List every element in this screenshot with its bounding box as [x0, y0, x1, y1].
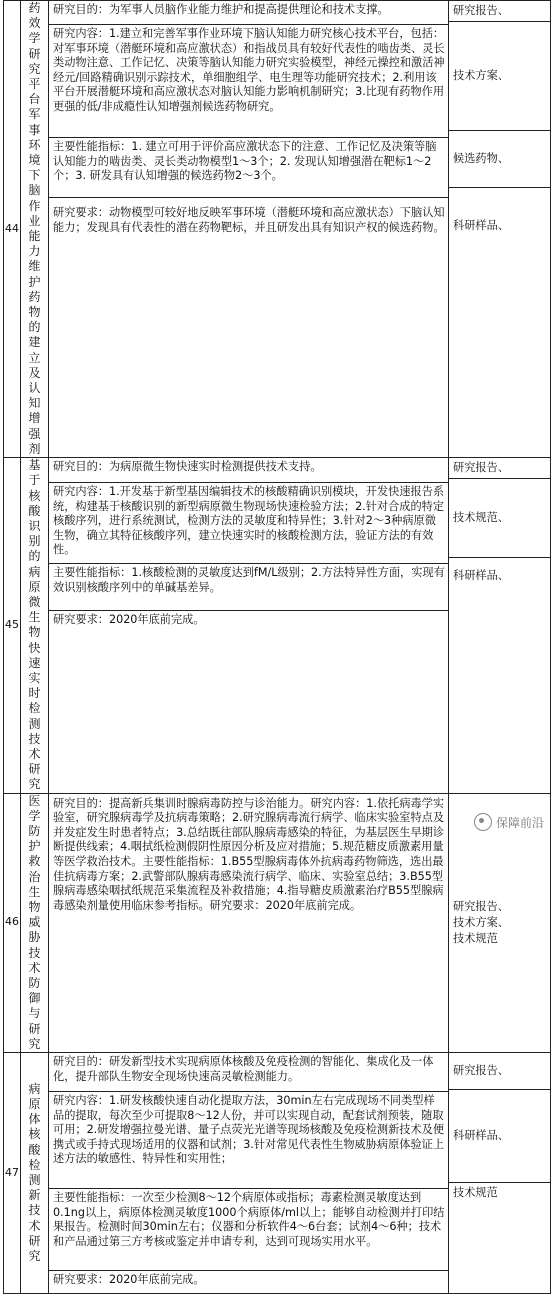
table-row [4, 458, 551, 793]
deliverables: 研究报告、 技术方案、 技术规范 [449, 793, 551, 1052]
project-title: 病原体核酸检测新技术研究 [21, 1053, 49, 1294]
row-number: 45 [4, 458, 21, 793]
table-row [4, 1, 551, 458]
content-section: 研究目的：为军事人员脑作业能力维护和提高提供理论和技术支撑。 [49, 1, 448, 25]
project-title: 基于核酸识别的病原微生物快速实时检测技术研究 [21, 458, 49, 793]
watermark-text: 保障前沿 [495, 815, 544, 830]
content-section: 主要性能指标：1.核酸检测的灵敏度达到fM/L级别；2.方法特异性方面，实现有效识别核酸序列中的单碱基差异。 [49, 564, 448, 611]
content-section: 研究要求：动物模型可较好地反映军事环境（潜艇环境和高应激状态）下脑认知能力；发现具有代表性的潜在药物靶标，并且研发出具有知识产权的候选药物。 [53, 206, 445, 234]
deliverables: 研究报告、 技术方案、 候选药物、 科研样品、 [449, 1, 551, 458]
content-section: 研究内容：1.研发核酸快速自动化提取方法，30min左右完成现场不同类型样品的提取，每次至少可提取8～12人份，并可以实现自动，配套试剂预装，随取可用；2.研发增强拉曼光谱、量子点荧光光谱等现场核酸及免疫检测新技术及便携式或手持式现场适用的仪器和试剂；3.针对常见代表性生物威胁病原体验证上述方法的敏感性、特异性和实用性； [49, 1092, 448, 1189]
deliverables: 研究报告、 技术规范、 科研样品、 [449, 458, 551, 793]
content-section: 主要性能指标：1. 建立可用于评价高应激状态下的注意、工作记忆及决策等脑认知能力的啮齿类、灵长类动物模型1～3个；2. 发现认知增强潜在靶标1～2个；3. 研发具有认知增强的候选药物2～3个。 [49, 138, 448, 198]
content-section: 研究内容：1.开发基于新型基因编辑技术的核酸精确识别模块，开发快速报告系统，构建基于核酸识别的新型病原微生物现场快速检验方法；2.针对合成的特定核酸序列，进行系统测试，检测方法的灵敏度和特异性；3.针对2～3种病原微生物，确立其特征核酸序列，建立快速实时的核酸检测方法，验证方法的有效性。 [49, 483, 448, 564]
content-section: 主要性能指标：一次至少检测8～12个病原体或指标；毒素检测灵敏度达到0.1ng以上，病原体检测灵敏度1000个病原体/ml以上；能够自动检测并打印结果报告。检测时间30min左右；仪器和分析软件4～6台套；试剂4～6种；技术和产品通过第三方考核或鉴定并申请专利，达到可现场实用水平。 [49, 1189, 448, 1271]
project-title: 医学防护救治生物威胁技术防御与研究 [21, 793, 49, 1052]
table-row [4, 1053, 551, 1294]
watermark [474, 813, 544, 831]
project-content [49, 793, 449, 1052]
deliverables: 研究报告、 科研样品、 技术规范 [449, 1053, 551, 1294]
content-section: 研究要求：2020年底前完成。 [53, 1273, 205, 1287]
row-number: 44 [4, 1, 21, 458]
project-title: 药效学研究平台军事环境下脑作业能力维护药物的建立及认知增强剂 [21, 1, 49, 458]
content-section: 研究目的：提高新兵集训时腺病毒防控与诊治能力。研究内容：1.依托病毒学实验室，研究腺病毒学及抗病毒策略；2.研究腺病毒流行病学、临床实验室特点及并发症发生时患者特点；3.总结既往部队腺病毒感染的特征，为基层医生早期诊断提供线索；4.咽拭纸检测假阴性原因分析及应对措施；5.规范糖皮质激素用量等医学救治技术。主要性能指标：1.B55型腺病毒体外抗病毒药物筛选，选出最佳抗病毒方案；2.武警部队腺病毒感染流行病学、临床、实验室总结；3.B55型腺病毒感染咽拭纸规范采集流程及补救措施；4.指导糖皮质激素治疗B55型腺病毒感染剂量使用临床参考指标。研究要求：2020年底前完成。 [53, 796, 445, 912]
content-section: 研究目的：为病原微生物快速实时检测提供技术支持。 [49, 458, 448, 483]
content-section: 研究目的：研发新型技术实现病原体核酸及免疫检测的智能化、集成化及一体化，提升部队生物安全现场快速高灵敏检测能力。 [49, 1053, 448, 1092]
content-section: 研究内容：1.建立和完善军事作业环境下脑认知能力研究核心技术平台，包括：对军事环境（潜艇环境和高应激状态）和指战员具有较好代表性的啮齿类、灵长类动物注意、工作记忆、决策等脑认知能力研究实验模型，神经元操控和激活神经元/回路精确识别示踪技术，单细胞组学、电生理等功能研究技术；2.利用该平台开展潜艇环境和高应激状态对脑认知能力影响机制研究；3.比现有药物作用更强的低/非成瘾性认知增强剂候选药物研究。 [49, 25, 448, 138]
project-content [49, 1053, 449, 1294]
row-number: 47 [4, 1053, 21, 1294]
wechat-channel-icon [474, 813, 492, 831]
table-row [4, 793, 551, 1052]
project-content [49, 458, 449, 793]
row-number: 46 [4, 793, 21, 1052]
project-content [49, 1, 449, 458]
project-table [3, 0, 551, 1294]
content-section: 研究要求：2020年底前完成。 [53, 613, 205, 627]
